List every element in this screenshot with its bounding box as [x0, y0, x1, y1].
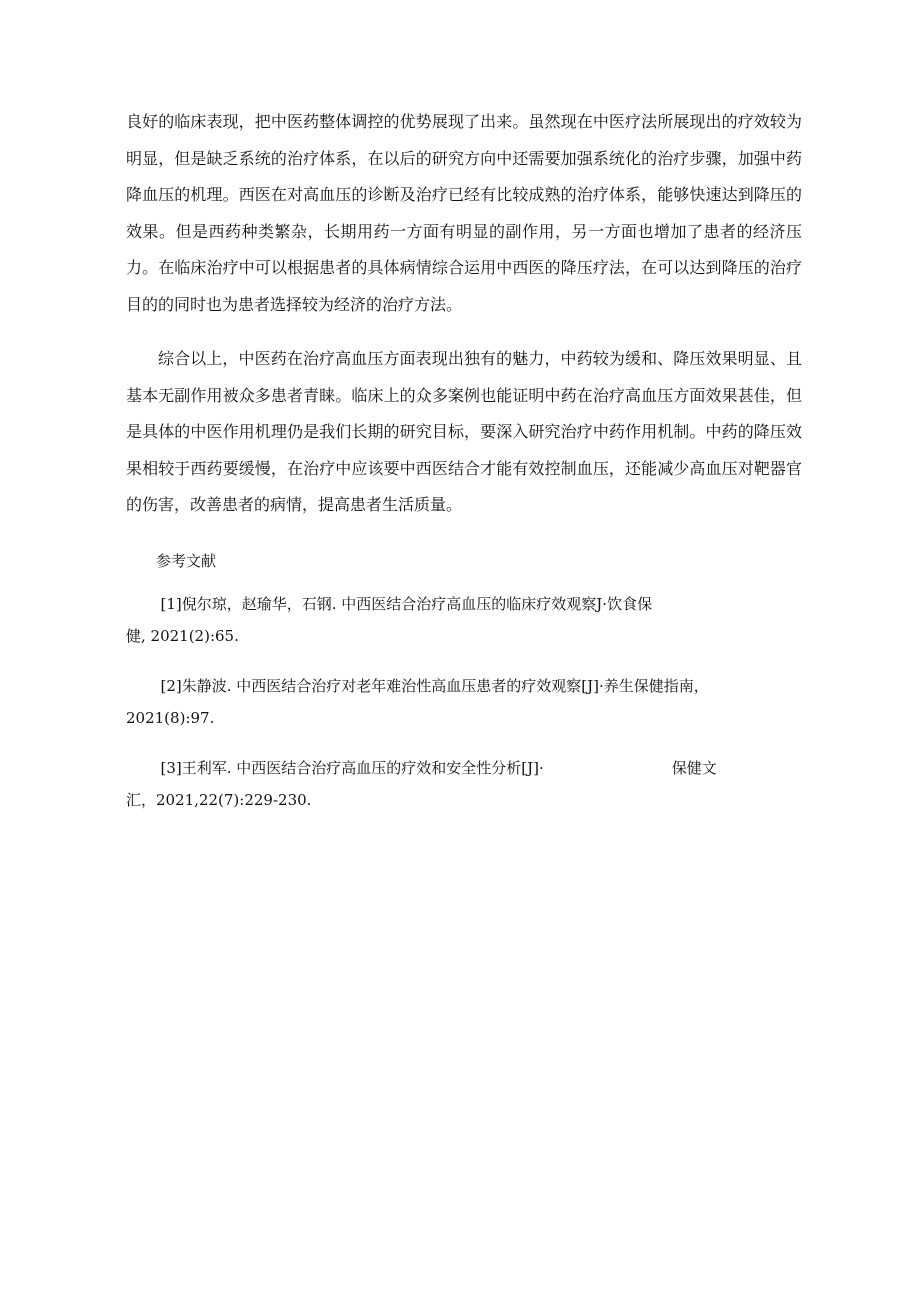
reference-1-line2: 健, 2021(2):65.	[126, 626, 239, 645]
references-heading: 参考文献	[156, 551, 217, 570]
reference-2-line2: 2021(8):97.	[126, 708, 215, 727]
document-page	[126, 104, 802, 816]
reference-3-line1b: 保健文	[671, 758, 717, 777]
reference-item-1	[126, 588, 802, 652]
reference-1-line1: [1]倪尔琼，赵瑜华，石钢. 中西医结合治疗高血压的临床疗效观察J·饮食保	[160, 594, 653, 613]
body-paragraph-2: 综合以上，中医药在治疗高血压方面表现出独有的魅力，中药较为缓和、降压效果明显、且基本无副作用被众多患者青睐。临床上的众多案例也能证明中药在治疗高血压方面效果甚佳，但是具体的中医作用机理仍是我们长期的研究目标，要深入研究治疗中药作用机制。中药的降压效果相较于西药要缓慢，在治疗中应该要中西医结合才能有效控制血压，还能减少高血压对靶器官的伤害，改善患者的病情，提高患者生活质量。	[126, 349, 802, 514]
body-paragraph-1: 良好的临床表现，把中医药整体调控的优势展现了出来。虽然现在中医疗法所展现出的疗效较为明显，但是缺乏系统的治疗体系，在以后的研究方向中还需要加强系统化的治疗步骤，加强中药降血压的机理。西医在对高血压的诊断及治疗已经有比较成熟的治疗体系，能够快速达到降压的效果。但是西药种类繁杂，长期用药一方面有明显的副作用，另一方面也增加了患者的经济压力。在临床治疗中可以根据患者的具体病情综合运用中西医的降压疗法，在可以达到降压的治疗目的的同时也为患者选择较为经济的治疗方法。	[126, 112, 802, 314]
reference-item-3	[126, 752, 802, 816]
reference-3-line1-wrapper	[126, 752, 802, 784]
reference-item-2	[126, 670, 802, 734]
reference-3-line2: 汇，2021,22(7):229-230.	[126, 790, 312, 809]
reference-3-line1a: [3]王利军. 中西医结合治疗高血压的疗效和安全性分析[J]·	[160, 758, 544, 777]
reference-2-line1: [2]朱静波. 中西医结合治疗对老年难治性高血压患者的疗效观察[J]·养生保健指南，	[160, 676, 709, 695]
